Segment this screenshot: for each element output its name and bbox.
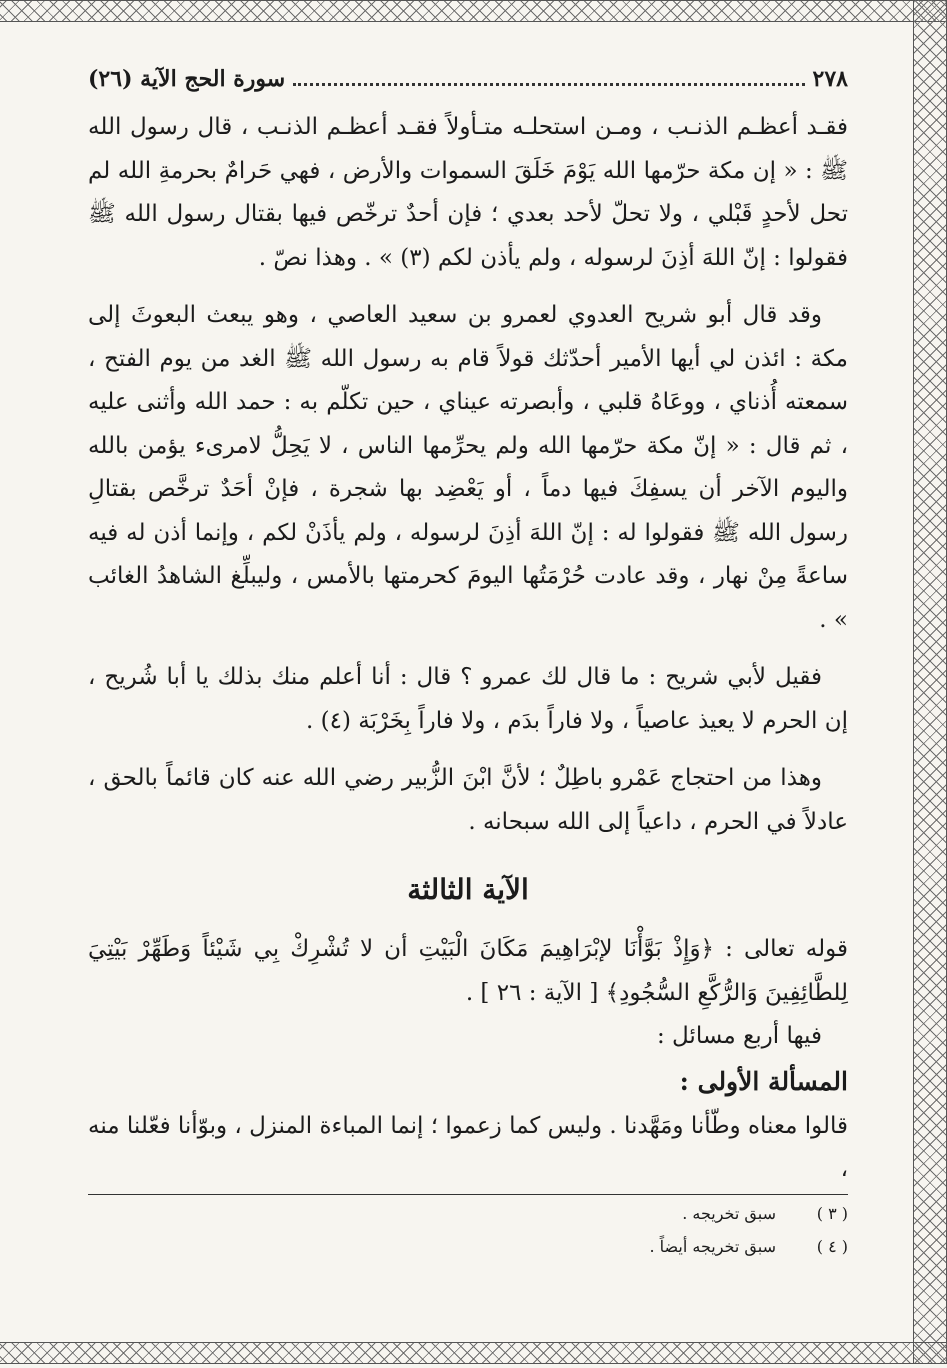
ornamental-border-right [913, 0, 947, 1364]
issues-intro: فيها أربع مسائل : [656, 1023, 822, 1049]
ornamental-border-top [0, 0, 947, 22]
running-header [88, 66, 848, 106]
page-content [88, 66, 848, 1195]
paragraph-2: وقد قال أبو شريح العدوي لعمرو بن سعيد العاصي ، وهو يبعث البعوثَ إلى مكة : ائذن لي أيها الأمير أحدّثك قولاً قام به رسول الله ﷺ الغد من يوم الفتح ، سمعته أُذناي ، ووعَاهُ قلبي ، وأبصرته عيناي ، حين تكلّم به : حمد الله وأثنى عليه ، ثم قال : « إنّ مكة حرّمها الله ولم يحرِّمها الناس ، لا يَحِلُّ لامرىء يؤمن بالله واليوم الآخر أن يسفِكَ فيها دماً ، أو يَعْضِد بها شجرة ، فإنْ أحَدٌ ترخَّص بقتالِ رسول الله ﷺ فقولوا له : إنّ اللهَ أذِنَ لرسوله ، ولم يأذَنْ لكم ، وإنما أذن له فيه ساعةً مِنْ نهار ، وقد عادت حُرْمَتُها اليومَ كحرمتها بالأمس ، وليبلِّغ الشاهدُ الغائب » . [88, 302, 848, 633]
paragraph-3: فقيل لأبي شريح : ما قال لك عمرو ؟ قال : أنا أعلم منك بذلك يا أبا شُريح ، إن الحرم لا يعيذ عاصياً ، ولا فاراً بدَم ، ولا فاراً بِخَرْبَة (٤) . [88, 664, 848, 734]
paragraph-1: فقـد أعظـم الذنـب ، ومـن استحلـه متـأولاً فقـد أعظـم الذنـب ، قال رسول الله ﷺ : « إن مكة حرّمها الله يَوْمَ خَلَقَ السموات والأرض ، فهي حَرامٌ بحرمةِ الله لم تحل لأحدٍ قَبْلي ، ولا تحلّ لأحد بعدي ؛ فإن أحدٌ ترخّص فيها بقتال رسول الله ﷺ فقولوا : إنّ اللهَ أذِنَ لرسوله ، ولم يأذن لكم (٣) » . وهذا نصّ . [88, 114, 848, 271]
issue-title: المسألة الأولى : [679, 1066, 848, 1096]
last-line: قالوا معناه وطّأنا ومَهَّدنا . وليس كما زعموا ؛ إنما المباءة المنزل ، وبوّأنا فعّلنا منه ، [88, 1105, 848, 1195]
ornamental-border-bottom [0, 1342, 947, 1364]
section-title: الآية الثالثة [407, 873, 529, 906]
footnote-4 [88, 1230, 848, 1263]
running-title: سورة الحج الآية (٢٦) [88, 66, 286, 92]
header-leader-dots [293, 67, 804, 86]
footnote-3 [88, 1197, 848, 1230]
page-number: ٢٧٨ [812, 66, 848, 92]
footnotes [88, 1197, 848, 1263]
footnote-text: سبق تخريجه . [682, 1204, 776, 1223]
footnote-text: سبق تخريجه أيضاً . [649, 1237, 776, 1256]
verse-paragraph: قوله تعالى : ﴿وَإِذْ بَوَّأْنَا لإبْرَاهِيمَ مَكَانَ الْبَيْتِ أن لا تُشْرِكْ بِي شَيْئاً وَطَهِّرْ بَيْتِيَ لِلطَّائِفِينَ وَالرُّكَّعِ السُّجُودِ﴾ [ الآية : ٢٦ ] . [88, 936, 848, 1006]
footnote-number: ( ٤ ) [816, 1237, 848, 1256]
paragraph-4: وهذا من احتجاج عَمْرو باطِلٌ ؛ لأنَّ ابْنَ الزُّبير رضي الله عنه كان قائماً بالحق ، عادلاً في الحرم ، داعياً إلى الله سبحانه . [88, 765, 848, 835]
footnote-number: ( ٣ ) [816, 1204, 848, 1223]
